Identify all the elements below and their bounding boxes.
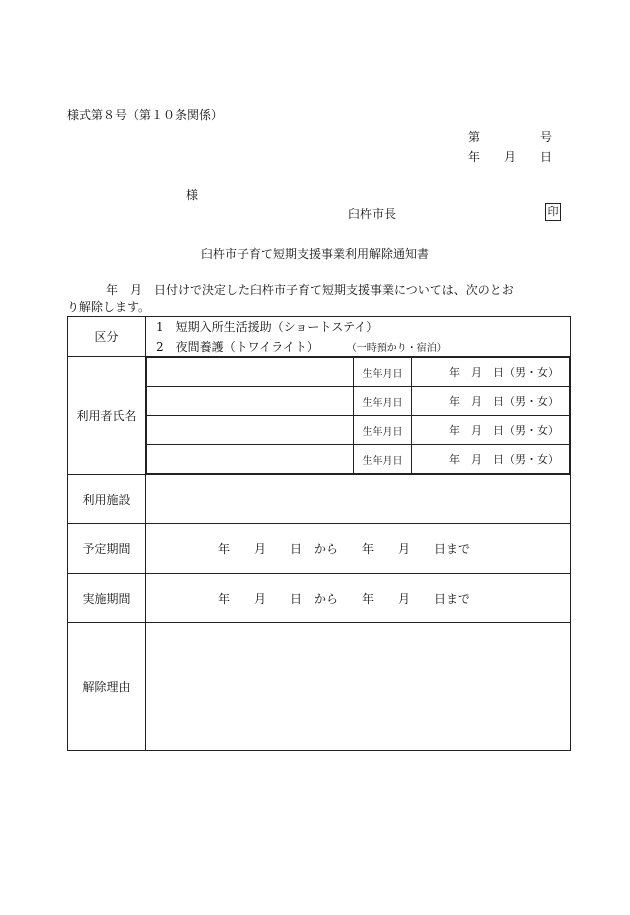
reason-field[interactable] (146, 623, 571, 751)
user-entry (147, 387, 570, 416)
birth-label: 生年月日 (354, 445, 412, 474)
body-text-line-2: り解除します。 (67, 300, 151, 314)
document-number: 第 号 (468, 130, 553, 144)
category-option-2-note: （一時預かり・宿泊） (346, 343, 447, 354)
category-option-2: 2 夜間養護（トワイライト） (156, 340, 319, 354)
birth-date-field[interactable]: 年 月 日（男・女） (412, 358, 570, 387)
issuer-name: 臼杵市長 (348, 207, 397, 221)
category-row (68, 317, 571, 357)
seal-mark: 印 (545, 203, 561, 221)
user-entry (147, 358, 570, 387)
actual-period-field[interactable]: 年 月 日 から 年 月 日まで (146, 574, 571, 623)
reason-row (68, 623, 571, 751)
user-name-field[interactable] (147, 416, 354, 445)
category-label: 区分 (68, 317, 146, 357)
user-name-label: 利用者氏名 (68, 357, 146, 475)
user-name-field[interactable] (147, 445, 354, 474)
addressee-suffix: 様 (186, 188, 199, 202)
planned-period-field[interactable]: 年 月 日 から 年 月 日まで (146, 524, 571, 574)
facility-row (68, 475, 571, 524)
document-title: 臼杵市子育て短期支援事業利用解除通知書 (200, 247, 429, 261)
planned-period-label: 予定期間 (68, 524, 146, 574)
document-date: 年 月 日 (468, 150, 553, 164)
birth-label: 生年月日 (354, 416, 412, 445)
user-name-field[interactable] (147, 387, 354, 416)
actual-period-row (68, 574, 571, 623)
user-grid (146, 357, 570, 474)
birth-date-field[interactable]: 年 月 日（男・女） (412, 387, 570, 416)
facility-field[interactable] (146, 475, 571, 524)
birth-date-field[interactable]: 年 月 日（男・女） (412, 445, 570, 474)
body-text-line-1: 年 月 日付けで決定した臼杵市子育て短期支援事業については、次のとお (106, 283, 514, 297)
birth-label: 生年月日 (354, 387, 412, 416)
planned-period-row (68, 524, 571, 574)
notice-form-table (67, 316, 571, 751)
user-entry (147, 445, 570, 474)
form-id: 様式第８号（第１０条関係） (67, 108, 224, 122)
category-option-1: 1 短期入所生活援助（ショートステイ） (156, 320, 379, 334)
birth-date-field[interactable]: 年 月 日（男・女） (412, 416, 570, 445)
user-row (68, 357, 571, 475)
birth-label: 生年月日 (354, 358, 412, 387)
actual-period-label: 実施期間 (68, 574, 146, 623)
facility-label: 利用施設 (68, 475, 146, 524)
user-entry (147, 416, 570, 445)
reason-label: 解除理由 (68, 623, 146, 751)
user-name-field[interactable] (147, 358, 354, 387)
